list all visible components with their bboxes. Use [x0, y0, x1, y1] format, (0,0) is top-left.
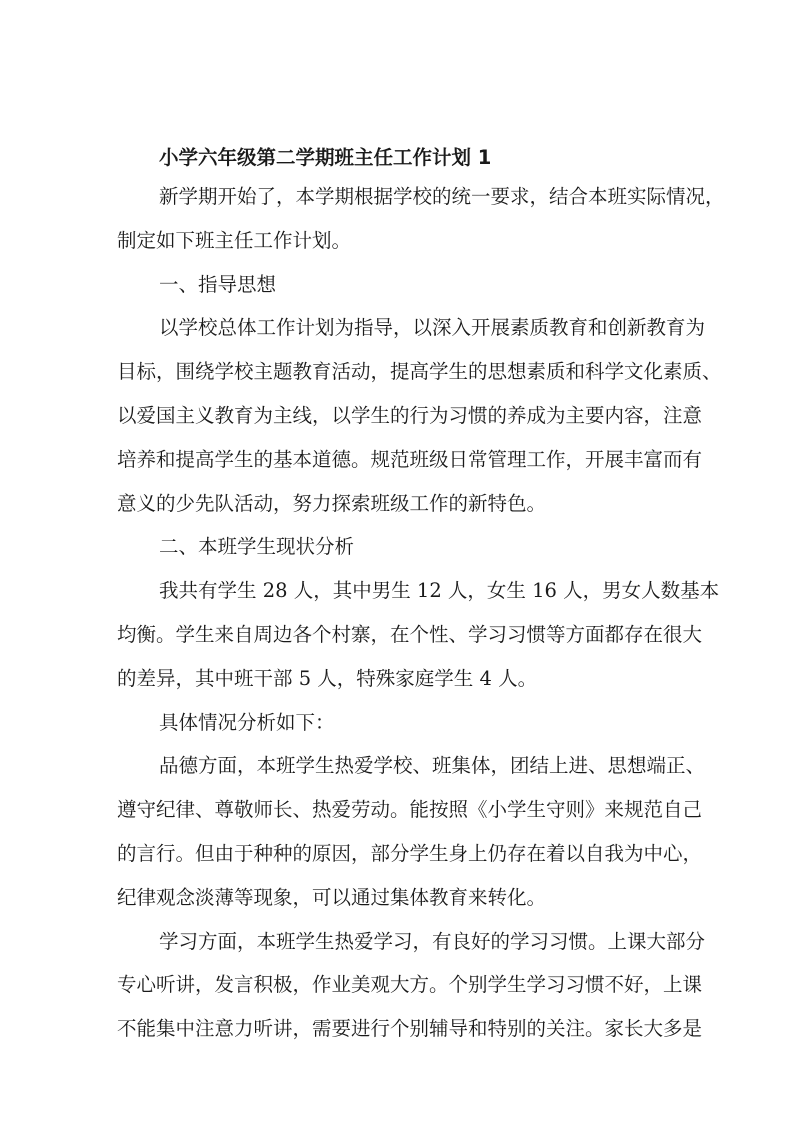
paragraph-line: 培养和提高学生的基本道德。规范班级日常管理工作，开展丰富而有 [117, 447, 703, 471]
paragraph-line: 品德方面，本班学生热爱学校、班集体，团结上进、思想端正、 [159, 754, 706, 778]
document-page [117, 141, 725, 1051]
paragraph-line: 意义的少先队活动，努力探索班级工作的新特色。 [117, 491, 547, 515]
paragraph-line: 以爱国主义教育为主线，以学生的行为习惯的养成为主要内容，注意 [117, 403, 703, 427]
paragraph-line: 不能集中注意力听讲，需要进行个别辅导和特别的关注。家长大多是 [117, 1017, 703, 1041]
paragraph-line: 均衡。学生来自周边各个村寨，在个性、学习习惯等方面都存在很大 [117, 622, 703, 646]
paragraph-guiding-thought [117, 306, 722, 525]
paragraph-line: 以学校总体工作计划为指导，以深入开展素质教育和创新教育为 [159, 316, 706, 340]
paragraph-study [117, 920, 706, 1051]
paragraph-morality [117, 744, 706, 919]
paragraph-line: 纪律观念淡薄等现象，可以通过集体教育来转化。 [117, 885, 547, 909]
paragraph-line: 的差异，其中班干部 5 人，特殊家庭学生 4 人。 [117, 666, 538, 690]
paragraph-line: 目标，围绕学校主题教育活动，提高学生的思想素质和科学文化素质、 [117, 360, 722, 384]
paragraph-intro [117, 175, 725, 263]
paragraph-class-status [117, 569, 720, 700]
paragraph-line: 新学期开始了，本学期根据学校的统一要求，结合本班实际情况， [159, 185, 725, 208]
document-title: 小学六年级第二学期班主任工作计划 1 [159, 146, 492, 169]
paragraph-line: 制定如下班主任工作计划。 [117, 228, 352, 252]
paragraph-line: 专心听讲，发言积极，作业美观大方。个别学生学习习惯不好，上课 [117, 973, 703, 997]
paragraph-line: 遵守纪律、尊敬师长、热爱劳动。能按照《小学生守则》来规范自己 [117, 798, 703, 822]
paragraph-analysis-intro: 具体情况分析如下： [159, 710, 335, 734]
paragraph-line: 的言行。但由于种种的原因，部分学生身上仍存在着以自我为中心， [117, 841, 703, 865]
paragraph-line: 学习方面，本班学生热爱学习，有良好的学习习惯。上课大部分 [159, 929, 706, 953]
section-heading-guiding-thought: 一、指导思想 [159, 272, 277, 296]
section-heading-class-status: 二、本班学生现状分析 [159, 535, 355, 559]
paragraph-line: 我共有学生 28 人，其中男生 12 人，女生 16 人，男女人数基本 [159, 579, 720, 603]
